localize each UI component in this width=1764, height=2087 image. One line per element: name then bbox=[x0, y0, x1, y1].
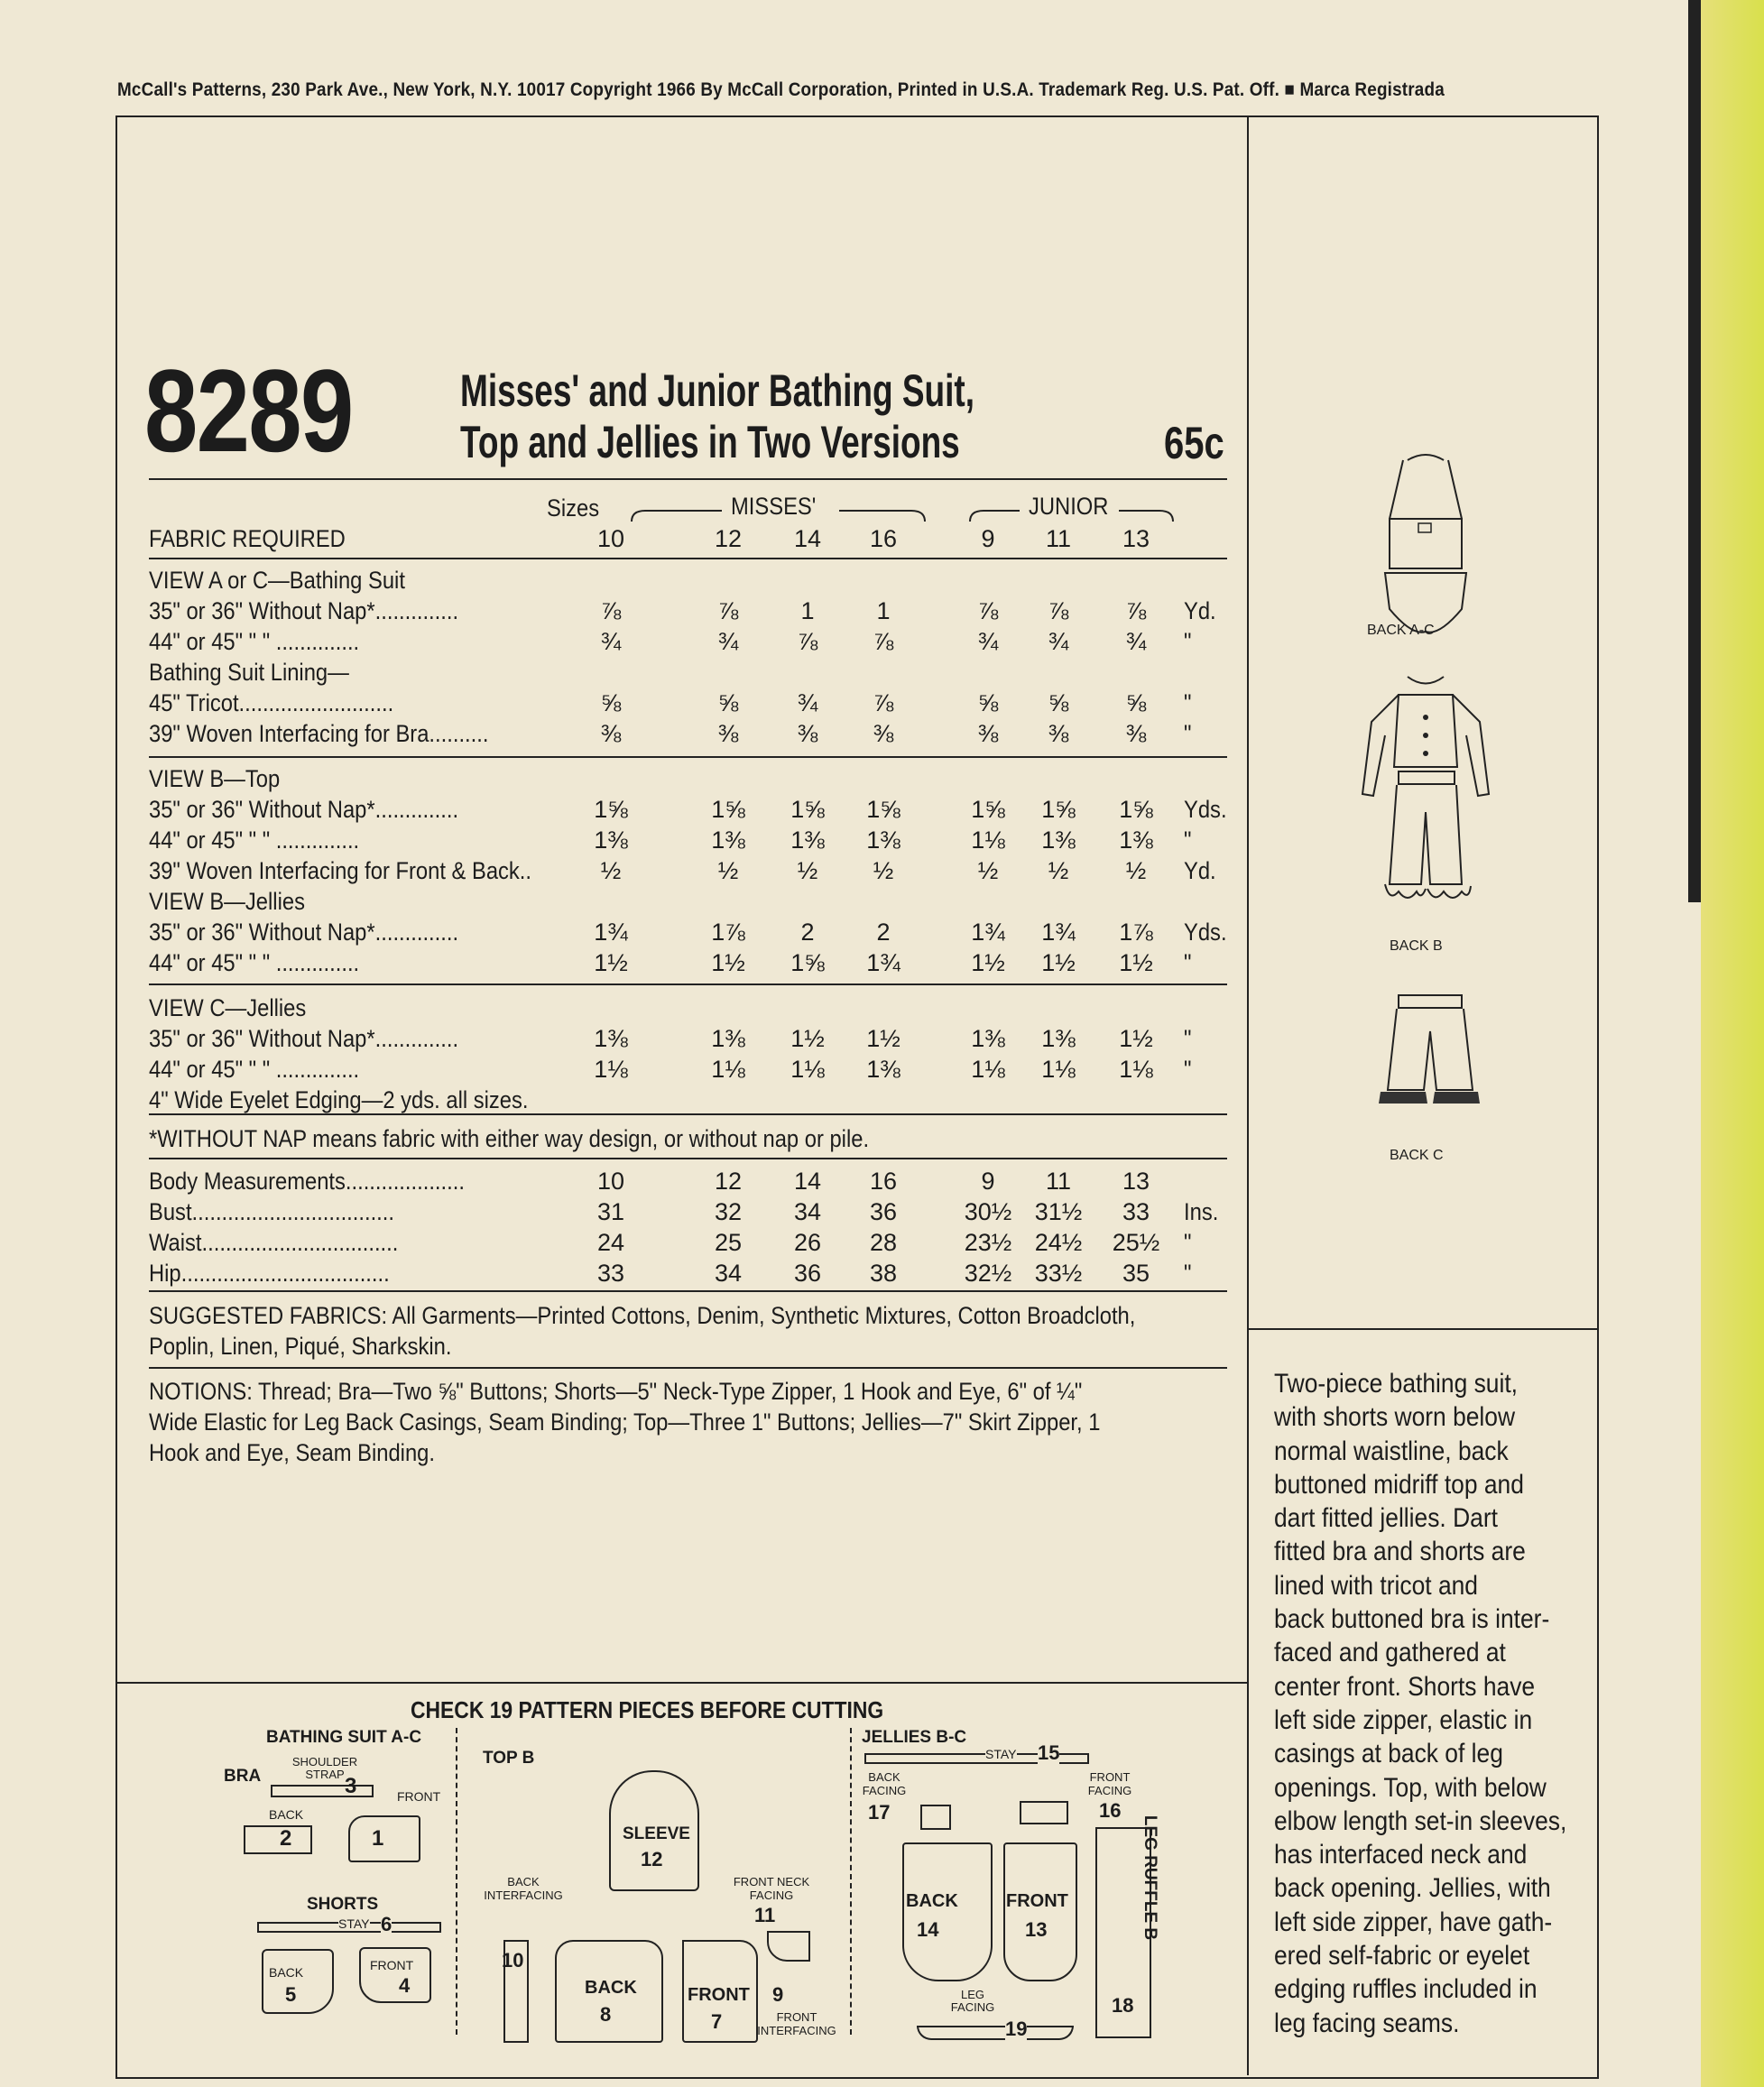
front-neck-facing-number: 11 bbox=[754, 1904, 776, 1926]
fabric-row-value: ½ bbox=[797, 857, 818, 884]
top-back-number: 8 bbox=[600, 2003, 612, 2026]
fabric-row-value: ⅞ bbox=[600, 597, 622, 624]
shoulder-strap-piece bbox=[271, 1785, 374, 1797]
measurement-value: 28 bbox=[869, 1229, 898, 1256]
description-line: normal waistline, back bbox=[1274, 1436, 1509, 1466]
fabric-row-label: VIEW B—Top bbox=[149, 765, 281, 792]
front-facing-label: FRONT FACING bbox=[1087, 1770, 1132, 1797]
fabric-row-label: 39" Woven Interfacing for Bra.......... bbox=[149, 720, 489, 747]
size-header: 11 bbox=[1045, 525, 1072, 552]
bathing-suit-label: BATHING SUIT A-C bbox=[266, 1728, 422, 1747]
fabric-row-label: VIEW A or C—Bathing Suit bbox=[149, 567, 405, 594]
fabric-row-value: 1⅞ bbox=[711, 919, 745, 946]
fabric-row-label: 44" or 45" " " .............. bbox=[149, 628, 360, 655]
notions-line-3: Hook and Eye, Seam Binding. bbox=[149, 1439, 435, 1466]
shoulder-strap-label: SHOULDER STRAP bbox=[291, 1755, 358, 1781]
fabric-row-value: ¾ bbox=[797, 689, 818, 716]
measurement-value: 38 bbox=[869, 1260, 898, 1287]
table-rule bbox=[149, 1367, 1227, 1369]
shorts-front-label: FRONT bbox=[370, 1958, 414, 1972]
fabric-row-label: VIEW C—Jellies bbox=[149, 994, 307, 1021]
fabric-row-label: 44" or 45" " " .............. bbox=[149, 949, 360, 976]
fabric-row-value: 2 bbox=[876, 919, 891, 946]
shorts-back-number: 5 bbox=[285, 1983, 297, 2006]
jellies-front-piece bbox=[1003, 1842, 1077, 1981]
fabric-row-value: 1⅜ bbox=[790, 826, 825, 854]
fabric-row-value: ¾ bbox=[717, 628, 739, 655]
fabric-row-value: ⅜ bbox=[1048, 720, 1069, 747]
back-ac-label: BACK A-C bbox=[1367, 623, 1435, 638]
suggested-fabrics-line-1: SUGGESTED FABRICS: All Garments—Printed Cottons, Denim, Synthetic Mixtures, Cotton Broadcloth, bbox=[149, 1302, 1136, 1329]
fabric-row-value: 1¾ bbox=[594, 919, 628, 946]
description-divider bbox=[1247, 1328, 1597, 1330]
fabric-row-value: 1⅝ bbox=[866, 796, 900, 823]
shorts-back-piece bbox=[262, 1949, 334, 2014]
back-interfacing-label: BACK INTERFACING bbox=[484, 1875, 563, 1902]
front-neck-facing-piece bbox=[767, 1931, 810, 1962]
description-line: back opening. Jellies, with bbox=[1274, 1873, 1551, 1904]
fabric-row-value: 1⅝ bbox=[594, 796, 628, 823]
fabric-row-value: 1⅞ bbox=[1119, 919, 1153, 946]
bra-front-piece bbox=[348, 1815, 420, 1862]
description-line: has interfaced neck and bbox=[1274, 1840, 1528, 1870]
fabric-row-value: ½ bbox=[600, 857, 622, 884]
fabric-row-value: 1⅝ bbox=[790, 949, 825, 976]
sleeve-number: 12 bbox=[641, 1848, 663, 1870]
description-line: leg facing seams. bbox=[1274, 2008, 1460, 2038]
bra-front-number: 1 bbox=[372, 1826, 384, 1851]
description-line: casings at back of leg bbox=[1274, 1739, 1503, 1769]
top-front-label: FRONT bbox=[688, 1985, 750, 2005]
fabric-row-value: 1½ bbox=[594, 949, 628, 976]
fabric-row-value: 1½ bbox=[1119, 1025, 1153, 1052]
fabric-row-value: 1⅜ bbox=[1119, 826, 1153, 854]
fabric-row-unit: " bbox=[1184, 826, 1192, 854]
description-line: dart fitted jellies. Dart bbox=[1274, 1503, 1498, 1534]
fabric-row-value: 1⅛ bbox=[1041, 1056, 1076, 1083]
fabric-row-label: 4" Wide Eyelet Edging—2 yds. all sizes. bbox=[149, 1086, 529, 1113]
fabric-row-value: ¾ bbox=[1125, 628, 1147, 655]
fabric-row-value: ⅜ bbox=[873, 720, 894, 747]
shorts-front-piece bbox=[359, 1947, 431, 2003]
fabric-row-value: 1⅝ bbox=[711, 796, 745, 823]
size-header: 10 bbox=[596, 525, 625, 552]
fabric-row-value: ⅝ bbox=[1048, 689, 1069, 716]
fabric-row-value: 1½ bbox=[790, 1025, 825, 1052]
garment-description bbox=[1274, 1367, 1567, 2040]
measurement-value: 10 bbox=[596, 1168, 625, 1195]
description-line: fitted bra and shorts are bbox=[1274, 1537, 1526, 1567]
bra-front-label: FRONT bbox=[397, 1789, 441, 1804]
front-interfacing-number: 9 bbox=[772, 1983, 784, 2006]
pattern-pieces-divider bbox=[115, 1682, 1249, 1684]
fabric-row-value: ⅜ bbox=[977, 720, 999, 747]
top-front-number: 7 bbox=[711, 2010, 723, 2033]
fabric-row-value: ½ bbox=[977, 857, 999, 884]
fabric-row-value: ½ bbox=[1125, 857, 1147, 884]
pieces-divider bbox=[456, 1728, 457, 2035]
fabric-row-value: ⅜ bbox=[600, 720, 622, 747]
table-rule bbox=[149, 558, 1227, 559]
table-rule bbox=[149, 756, 1227, 758]
measurement-unit: " bbox=[1184, 1229, 1192, 1256]
fabric-row-unit: Yds. bbox=[1184, 919, 1227, 946]
leg-facing-number: 19 bbox=[1005, 2018, 1028, 2040]
jellies-stay-number: 15 bbox=[1038, 1741, 1060, 1764]
fabric-row-label: 35" or 36" Without Nap*.............. bbox=[149, 597, 459, 624]
measurement-value: 12 bbox=[714, 1168, 743, 1195]
measurement-value: 24½ bbox=[1034, 1229, 1083, 1256]
top-back-label: BACK bbox=[585, 1978, 637, 1998]
fabric-row-value: ⅞ bbox=[1048, 597, 1069, 624]
fabric-row-value: 2 bbox=[800, 919, 815, 946]
fabric-row-label: 44" or 45" " " .............. bbox=[149, 1056, 360, 1083]
back-interfacing-number: 10 bbox=[502, 1949, 524, 1972]
measurement-value: 9 bbox=[981, 1168, 995, 1195]
fabric-row-label: Bathing Suit Lining— bbox=[149, 659, 349, 686]
measurement-value: 26 bbox=[793, 1229, 822, 1256]
back-facing-piece bbox=[920, 1805, 951, 1830]
front-facing-number: 16 bbox=[1099, 1799, 1122, 1822]
measurement-value: 32 bbox=[714, 1198, 743, 1225]
fabric-row-value: 1⅜ bbox=[594, 826, 628, 854]
measurement-value: 24 bbox=[596, 1229, 625, 1256]
description-line: buttoned midriff top and bbox=[1274, 1469, 1524, 1500]
fabric-row-value: ⅝ bbox=[1125, 689, 1147, 716]
nap-note: *WITHOUT NAP means fabric with either way design, or without nap or pile. bbox=[149, 1125, 870, 1152]
table-rule bbox=[149, 1290, 1227, 1292]
shorts-front-number: 4 bbox=[399, 1974, 411, 1997]
description-line: ered self-fabric or eyelet bbox=[1274, 1941, 1530, 1972]
jellies-front-number: 13 bbox=[1025, 1918, 1048, 1941]
shorts-back-label: BACK bbox=[269, 1965, 304, 1980]
measurement-value: 36 bbox=[793, 1260, 822, 1287]
pattern-number: 8289 bbox=[144, 345, 353, 476]
fabric-row-value: 1⅜ bbox=[711, 1025, 745, 1052]
fabric-row-value: ½ bbox=[1048, 857, 1069, 884]
fabric-row-value: ⅞ bbox=[873, 628, 894, 655]
front-facing-piece bbox=[1020, 1801, 1068, 1824]
description-line: lined with tricot and bbox=[1274, 1570, 1478, 1601]
fabric-row-label: VIEW B—Jellies bbox=[149, 888, 305, 915]
fabric-row-value: ⅞ bbox=[977, 597, 999, 624]
measurement-label: Hip................................... bbox=[149, 1260, 390, 1287]
fabric-row-value: 1 bbox=[800, 597, 815, 624]
measurement-value: 36 bbox=[869, 1198, 898, 1225]
fabric-row-value: 1⅜ bbox=[711, 826, 745, 854]
size-header: 14 bbox=[793, 525, 822, 552]
size-header: 16 bbox=[869, 525, 898, 552]
back-c-sketch bbox=[1353, 991, 1507, 1135]
fabric-row-label: 39" Woven Interfacing for Front & Back.. bbox=[149, 857, 531, 884]
size-group-brackets bbox=[0, 0, 1764, 559]
description-line: faced and gathered at bbox=[1274, 1638, 1506, 1668]
measurement-value: 34 bbox=[714, 1260, 743, 1287]
leg-ruffle-number: 18 bbox=[1112, 1994, 1134, 2017]
fabric-row-unit: Yd. bbox=[1184, 597, 1216, 624]
front-interfacing-label: FRONT INTERFACING bbox=[757, 2010, 836, 2037]
measurement-label: Bust.................................. bbox=[149, 1198, 394, 1225]
description-line: left side zipper, elastic in bbox=[1274, 1704, 1533, 1735]
fabric-row-unit: Yds. bbox=[1184, 796, 1227, 823]
jellies-stay-label: STAY bbox=[985, 1747, 1017, 1761]
fabric-row-value: 1⅜ bbox=[594, 1025, 628, 1052]
fabric-row-value: 1⅜ bbox=[1041, 1025, 1076, 1052]
sizes-label: Sizes bbox=[547, 494, 600, 522]
fabric-row-value: 1¾ bbox=[971, 919, 1005, 946]
back-facing-label: BACK FACING bbox=[862, 1770, 907, 1797]
shoulder-strap-number: 3 bbox=[345, 1774, 357, 1798]
fabric-row-value: 1⅛ bbox=[1119, 1056, 1153, 1083]
shorts-label: SHORTS bbox=[307, 1895, 379, 1914]
measurement-unit: " bbox=[1184, 1260, 1192, 1287]
description-line: center front. Shorts have bbox=[1274, 1671, 1536, 1702]
shorts-stay-number: 6 bbox=[381, 1913, 393, 1935]
measurement-value: 14 bbox=[793, 1168, 822, 1195]
fabric-row-value: ⅞ bbox=[873, 689, 894, 716]
measurement-value: 31½ bbox=[1034, 1198, 1083, 1225]
title-line-1: Misses' and Junior Bathing Suit, bbox=[460, 365, 975, 416]
measurement-value: 30½ bbox=[964, 1198, 1012, 1225]
bra-back-label: BACK bbox=[269, 1807, 304, 1822]
fabric-row-label: 35" or 36" Without Nap*.............. bbox=[149, 919, 459, 946]
description-line: edging ruffles included in bbox=[1274, 1974, 1538, 2005]
measurement-value: 31 bbox=[596, 1198, 625, 1225]
shorts-stay-label: STAY bbox=[338, 1916, 370, 1931]
fabric-row-value: 1⅜ bbox=[866, 1056, 900, 1083]
fabric-row-unit: " bbox=[1184, 628, 1192, 655]
fabric-row-value: 1⅛ bbox=[971, 1056, 1005, 1083]
fabric-row-value: 1⅛ bbox=[971, 826, 1005, 854]
fabric-row-value: 1 bbox=[876, 597, 891, 624]
fabric-row-value: ⅞ bbox=[717, 597, 739, 624]
measurement-value: 33 bbox=[596, 1260, 625, 1287]
fabric-row-value: 1⅛ bbox=[790, 1056, 825, 1083]
fabric-row-value: ¾ bbox=[977, 628, 999, 655]
fabric-row-value: 1⅝ bbox=[1119, 796, 1153, 823]
fabric-row-unit: " bbox=[1184, 949, 1192, 976]
fabric-row-value: 1½ bbox=[971, 949, 1005, 976]
fabric-row-value: ⅜ bbox=[797, 720, 818, 747]
measurement-unit: Ins. bbox=[1184, 1198, 1219, 1225]
fabric-row-value: 1½ bbox=[1119, 949, 1153, 976]
size-header: 12 bbox=[714, 525, 743, 552]
jellies-back-number: 14 bbox=[917, 1918, 939, 1941]
measurement-value: 13 bbox=[1122, 1168, 1150, 1195]
fabric-row-value: 1⅜ bbox=[1041, 826, 1076, 854]
leg-ruffle-label: LEG RUFFLE B bbox=[1141, 1815, 1160, 1941]
fabric-row-value: ⅞ bbox=[797, 628, 818, 655]
fabric-row-value: ½ bbox=[717, 857, 739, 884]
size-header: 13 bbox=[1122, 525, 1150, 552]
jellies-back-label: BACK bbox=[906, 1891, 958, 1911]
table-rule bbox=[149, 983, 1227, 985]
measurement-value: 35 bbox=[1122, 1260, 1150, 1287]
misses-label: MISSES' bbox=[731, 493, 817, 520]
price: 65c bbox=[1164, 418, 1224, 468]
description-line: back buttoned bra is inter- bbox=[1274, 1604, 1550, 1635]
jellies-back-piece bbox=[902, 1842, 993, 1981]
description-line: Two-piece bathing suit, bbox=[1274, 1369, 1519, 1399]
measurement-value: 25 bbox=[714, 1229, 743, 1256]
fabric-row-label: 44" or 45" " " .............. bbox=[149, 826, 360, 854]
fabric-row-value: 1⅝ bbox=[971, 796, 1005, 823]
measurement-label: Body Measurements.................... bbox=[149, 1168, 465, 1195]
back-b-label: BACK B bbox=[1390, 938, 1443, 954]
bra-back-piece bbox=[244, 1825, 312, 1854]
publisher-line: McCall's Patterns, 230 Park Ave., New York, N.Y. 10017 Copyright 1966 By McCall Corporation, Printed in U.S.A. Trademark Reg. U.S. Pat. Off. ■ Marca Registrada bbox=[117, 79, 1445, 100]
fabric-row-value: ⅜ bbox=[717, 720, 739, 747]
fabric-row-value: 1⅜ bbox=[866, 826, 900, 854]
title-line-2: Top and Jellies in Two Versions bbox=[460, 417, 960, 467]
bra-label: BRA bbox=[224, 1767, 262, 1786]
leg-facing-piece bbox=[917, 2026, 1074, 2040]
table-rule bbox=[149, 1113, 1227, 1115]
fabric-row-value: 1½ bbox=[711, 949, 745, 976]
description-line: with shorts worn below bbox=[1274, 1402, 1516, 1433]
fabric-row-value: 1⅛ bbox=[711, 1056, 745, 1083]
measurement-value: 16 bbox=[869, 1168, 898, 1195]
fabric-row-value: 1⅝ bbox=[790, 796, 825, 823]
fabric-row-label: 45" Tricot.......................... bbox=[149, 689, 394, 716]
description-line: elbow length set-in sleeves, bbox=[1274, 1805, 1567, 1836]
measurement-label: Waist................................. bbox=[149, 1229, 399, 1256]
measurement-value: 34 bbox=[793, 1198, 822, 1225]
fabric-row-value: ¾ bbox=[600, 628, 622, 655]
measurement-value: 33½ bbox=[1034, 1260, 1083, 1287]
fabric-row-value: ⅞ bbox=[1125, 597, 1147, 624]
description-line: left side zipper, have gath- bbox=[1274, 1907, 1553, 1937]
fabric-row-value: 1½ bbox=[866, 1025, 900, 1052]
measurement-value: 25½ bbox=[1112, 1229, 1160, 1256]
bra-back-number: 2 bbox=[280, 1826, 292, 1851]
top-label: TOP B bbox=[483, 1749, 535, 1768]
measurement-value: 33 bbox=[1122, 1198, 1150, 1225]
fabric-row-value: ⅝ bbox=[600, 689, 622, 716]
fabric-required-label: FABRIC REQUIRED bbox=[149, 525, 346, 552]
front-neck-facing-label: FRONT NECK FACING bbox=[733, 1875, 810, 1902]
pattern-pieces-heading: CHECK 19 PATTERN PIECES BEFORE CUTTING bbox=[411, 1696, 884, 1723]
fabric-row-value: 1¾ bbox=[1041, 919, 1076, 946]
fabric-row-value: 1⅛ bbox=[594, 1056, 628, 1083]
junior-label: JUNIOR bbox=[1029, 493, 1109, 520]
fabric-row-unit: " bbox=[1184, 720, 1192, 747]
fabric-row-value: ⅜ bbox=[1125, 720, 1147, 747]
fabric-row-value: 1⅜ bbox=[971, 1025, 1005, 1052]
fabric-row-value: 1½ bbox=[1041, 949, 1076, 976]
fabric-row-label: 35" or 36" Without Nap*.............. bbox=[149, 1025, 459, 1052]
suggested-fabrics-line-2: Poplin, Linen, Piqué, Sharkskin. bbox=[149, 1333, 452, 1360]
pieces-divider bbox=[850, 1728, 852, 2035]
jellies-label: JELLIES B-C bbox=[862, 1728, 967, 1747]
notions-line-1: NOTIONS: Thread; Bra—Two ⅝" Buttons; Shorts—5" Neck-Type Zipper, 1 Hook and Eye, 6" of ¼" bbox=[149, 1378, 1083, 1405]
fabric-row-unit: Yd. bbox=[1184, 857, 1216, 884]
fabric-row-label: 35" or 36" Without Nap*.............. bbox=[149, 796, 459, 823]
jellies-front-label: FRONT bbox=[1006, 1891, 1068, 1911]
back-facing-number: 17 bbox=[868, 1801, 891, 1824]
size-header: 9 bbox=[981, 525, 995, 552]
fabric-row-unit: " bbox=[1184, 1025, 1192, 1052]
leg-facing-label: LEG FACING bbox=[950, 1988, 995, 2014]
back-b-sketch bbox=[1344, 668, 1507, 938]
notions-line-2: Wide Elastic for Leg Back Casings, Seam Binding; Top—Three 1" Buttons; Jellies—7" Skirt Zipper, 1 bbox=[149, 1408, 1101, 1436]
back-c-label: BACK C bbox=[1390, 1148, 1444, 1163]
fabric-row-value: ¾ bbox=[1048, 628, 1069, 655]
table-rule bbox=[149, 1158, 1227, 1159]
measurement-value: 23½ bbox=[964, 1229, 1012, 1256]
measurement-value: 11 bbox=[1045, 1168, 1072, 1195]
measurement-value: 32½ bbox=[964, 1260, 1012, 1287]
fabric-row-unit: " bbox=[1184, 689, 1192, 716]
fabric-row-value: 1¾ bbox=[866, 949, 900, 976]
sleeve-label: SLEEVE bbox=[623, 1824, 690, 1843]
fabric-row-value: 1⅝ bbox=[1041, 796, 1076, 823]
fabric-row-value: ⅝ bbox=[717, 689, 739, 716]
fabric-row-unit: " bbox=[1184, 1056, 1192, 1083]
fabric-row-value: ½ bbox=[873, 857, 894, 884]
description-line: openings. Top, with below bbox=[1274, 1772, 1547, 1803]
fabric-row-value: ⅝ bbox=[977, 689, 999, 716]
